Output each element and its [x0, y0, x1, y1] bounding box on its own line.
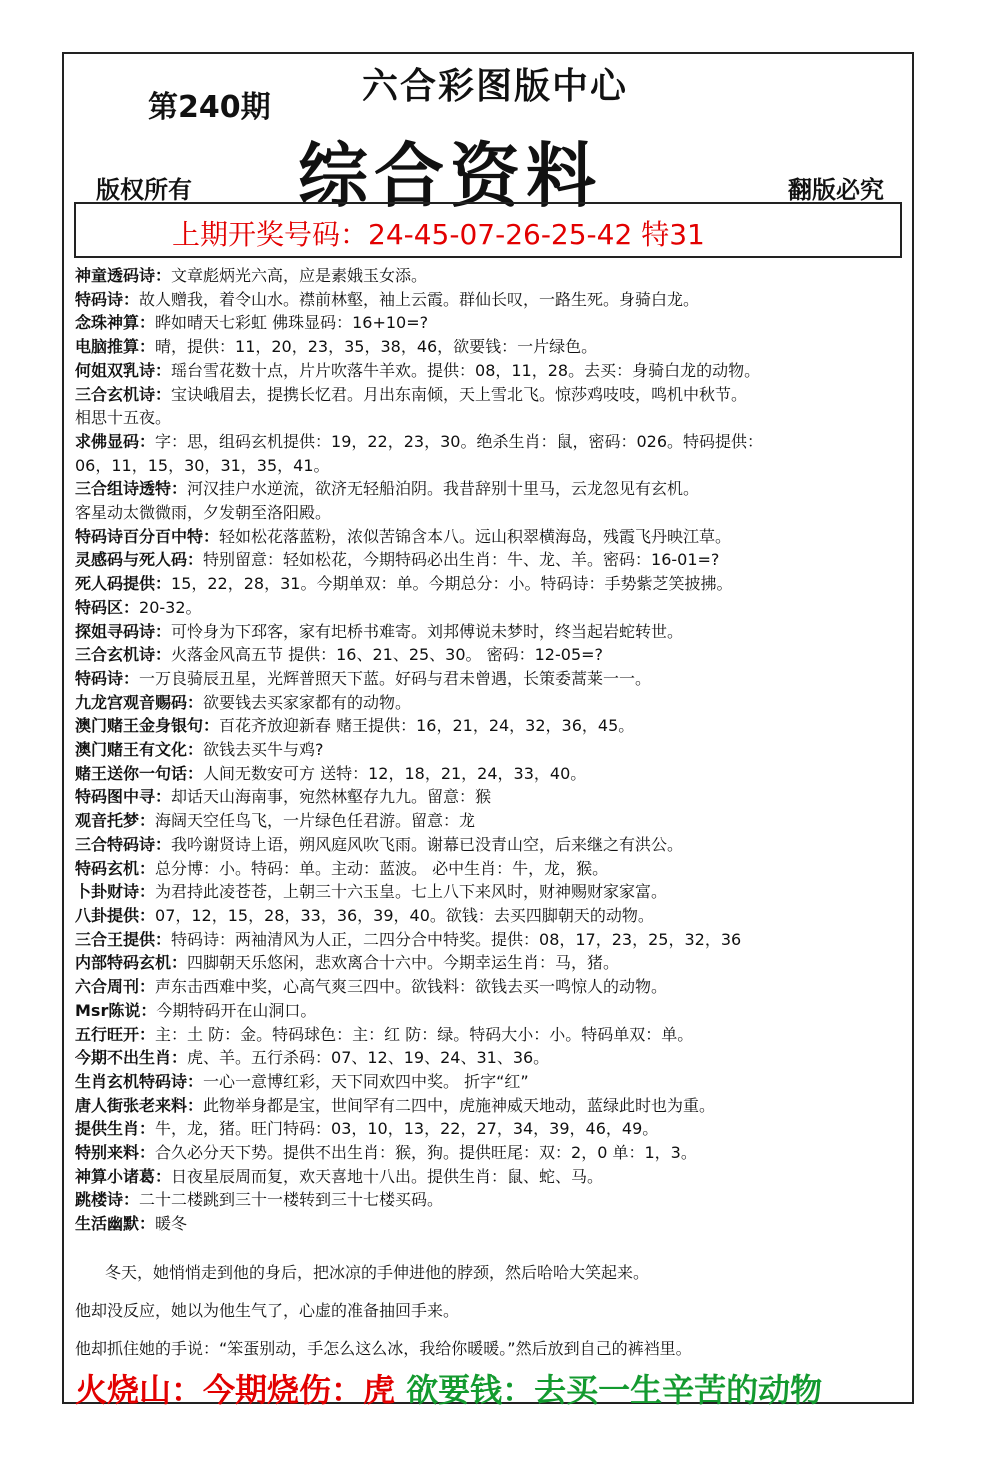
info-line — [75, 1117, 905, 1141]
info-line — [75, 714, 905, 738]
info-line-value: 文章彪炳光六高，应是素娥玉女添。 — [171, 266, 428, 285]
info-line-value: 故人赠我，着令山水。襟前林壑，袖上云霞。群仙长叹，一路生死。身骑白龙。 — [139, 289, 700, 309]
info-line-value: 特码诗：两袖清风为人正，二四分合中特奖。提供：08，17，23，25，32，36 — [171, 929, 742, 949]
info-line-key: 特码区： — [75, 597, 140, 617]
info-line-key: 特码诗： — [75, 289, 140, 309]
info-line — [75, 643, 905, 667]
info-line — [75, 691, 905, 715]
info-line-key: Msr陈说： — [75, 1000, 157, 1020]
info-line — [75, 667, 905, 691]
info-line — [75, 454, 905, 478]
info-line — [75, 833, 905, 857]
info-line-value: 火落金风高五节 提供：16、21、25、30。 密码：12-05=? — [171, 645, 604, 665]
info-line-key: 生活幽默： — [75, 1214, 156, 1234]
info-line — [75, 1165, 905, 1189]
info-line-value: 欲要钱去买家家都有的动物。 — [203, 692, 412, 712]
info-line-key: 卜卦财诗： — [75, 882, 156, 902]
info-line-key: 五行旺开： — [75, 1024, 156, 1044]
last-draw-box — [74, 202, 902, 258]
info-line — [75, 288, 905, 312]
info-line — [75, 1212, 905, 1236]
info-line-key: 三合玄机诗： — [75, 384, 172, 404]
center-title: 六合彩图版中心 — [362, 65, 629, 107]
info-line-key: 三合组诗透特： — [75, 479, 188, 499]
footer-red-text: 火烧山：今期烧伤：虎 — [75, 1371, 396, 1409]
info-line-key: 提供生肖： — [75, 1119, 156, 1139]
info-line-value: 为君持此凌苍苍，上朝三十六玉皇。七上八下来风时，财神赐财家家富。 — [155, 882, 668, 902]
info-line — [75, 762, 905, 786]
info-line-value: 人间无数安可方 送特：12，18，21，24，33，40。 — [203, 763, 587, 783]
info-line-key: 特码诗： — [75, 668, 140, 688]
info-line-key: 神算小诸葛： — [75, 1166, 172, 1186]
info-line — [75, 1070, 905, 1094]
content-lines — [75, 264, 905, 1236]
info-line — [75, 477, 905, 501]
info-line — [75, 809, 905, 833]
info-line-value: 暖冬 — [155, 1214, 188, 1234]
info-line-key: 内部特码玄机： — [75, 953, 188, 973]
footer-banner — [75, 1365, 905, 1411]
info-line-value: 晔如晴天七彩虹 佛珠显码：16+10=? — [155, 313, 429, 333]
info-line — [75, 738, 905, 762]
info-line-key: 澳门赌王有文化： — [75, 740, 204, 760]
story-paragraph: 他却抓住她的手说：“笨蛋别动，手怎么这么冰，我给你暖暖。”然后放到自己的裤裆里。 — [75, 1339, 692, 1358]
info-line — [75, 264, 905, 288]
info-line-value: 瑶台雪花数十点，片片吹落牛羊欢。提供：08，11，28。去买：身骑白龙的动物。 — [171, 360, 761, 380]
info-line-key: 特码玄机： — [75, 858, 156, 878]
info-line-key: 三合玄机诗： — [75, 645, 172, 665]
info-line — [75, 904, 905, 928]
info-line-value: 宝诀峨眉去，提携长忆君。月出东南倾，天上雪北飞。惊莎鸡吱吱，鸣机中秋节。 — [171, 384, 748, 404]
info-line — [75, 880, 905, 904]
info-line — [75, 1094, 905, 1118]
info-line-value: 今期特码开在山洞口。 — [156, 1000, 317, 1020]
info-line-value: 20-32。 — [139, 597, 202, 617]
info-line-value: 可怜身为下邳客，家有圯桥书难寄。刘邦傅说未梦时，终当起岩蛇转世。 — [171, 621, 684, 641]
info-line-value: 轻如松花落蓝粉，浓似苦锦含本八。远山积翠横海岛，残霞飞丹映江草。 — [219, 526, 732, 546]
info-line — [75, 596, 905, 620]
info-line-value: 二十二楼跳到三十一楼转到三十七楼买码。 — [139, 1190, 444, 1210]
info-line-key: 死人码提供： — [75, 574, 172, 594]
big-title: 综合资料 — [298, 134, 602, 217]
info-line-key: 电脑推算： — [75, 337, 156, 357]
info-line-value: 一心一意博红彩，天下同欢四中奖。 折字“红” — [203, 1071, 529, 1091]
info-line-value: 海阔天空任鸟飞，一片绿色任君游。留意：龙 — [155, 811, 476, 831]
last-draw-text: 上期开奖号码：24-45-07-26-25-42 特31 — [172, 218, 705, 251]
info-line-key: 探姐寻码诗： — [75, 621, 172, 641]
info-line-value: 一万良骑辰丑星，光辉普照天下蓝。好码与君未曾遇，长策委蒿莱一一。 — [139, 668, 652, 688]
info-line-key: 求佛显码： — [75, 431, 156, 451]
story-paragraph: 冬天，她悄悄走到他的身后，把冰凉的手伸进他的脖颈，然后哈哈大笑起来。 — [105, 1263, 650, 1282]
info-line-value: 我吟谢贤诗上语，朔风庭风吹飞雨。谢幕已没青山空，后来继之有洪公。 — [171, 834, 684, 854]
info-line — [75, 1188, 905, 1212]
piracy-note: 翻版必究 — [788, 176, 884, 204]
info-line-value: 客星动太微微雨，夕发朝至洛阳殿。 — [75, 503, 332, 523]
info-line-key: 六合周刊： — [75, 977, 156, 997]
info-line-key: 三合特码诗： — [75, 834, 172, 854]
info-line — [75, 785, 905, 809]
info-line-value: 日夜星辰周而复，欢天喜地十八出。提供生肖：鼠、蛇、马。 — [171, 1166, 604, 1186]
info-line-value: 06，11，15，30，31，35，41。 — [75, 455, 330, 475]
info-line — [75, 548, 905, 572]
info-line-value: 15，22，28，31。今期单双：单。今期总分：小。特码诗：手势紫芝笑披拂。 — [171, 574, 733, 594]
info-line-key: 神童透码诗： — [75, 266, 172, 285]
info-line — [75, 999, 905, 1023]
info-line — [75, 928, 905, 952]
info-line-key: 今期不出生肖： — [75, 1048, 188, 1068]
info-line-value: 声东击西难中奖，心高气爽三四中。欲钱料：欲钱去买一鸣惊人的动物。 — [155, 977, 668, 997]
info-line — [75, 501, 905, 525]
info-line — [75, 1141, 905, 1165]
info-line-value: 四脚朝天乐悠闲，悲欢离合十六中。今期幸运生肖：马，猪。 — [187, 953, 620, 973]
info-line — [75, 383, 905, 407]
humor-story — [75, 1254, 905, 1368]
issue-number: 第240期 — [148, 90, 271, 125]
info-line-value: 此物举身都是宝，世间罕有二四中，虎施神威天地动，蓝绿此时也为重。 — [203, 1095, 716, 1115]
info-line-key: 生肖玄机特码诗： — [75, 1071, 204, 1091]
info-line — [75, 406, 905, 430]
info-line-key: 特码图中寻： — [75, 787, 172, 807]
info-line — [75, 525, 905, 549]
info-line — [75, 359, 905, 383]
info-line — [75, 335, 905, 359]
info-line-value: 虎、羊。五行杀码：07、12、19、24、31、36。 — [187, 1048, 550, 1068]
info-line — [75, 975, 905, 999]
info-line-value: 字：思，组码玄机提供：19，22，23，30。绝杀生肖：鼠，密码：026。特码提供： — [155, 431, 763, 451]
info-line — [75, 311, 905, 335]
info-line-key: 跳楼诗： — [75, 1190, 140, 1210]
info-line-key: 八卦提供： — [75, 905, 156, 925]
info-line — [75, 430, 905, 454]
info-line-key: 澳门赌王金身银句： — [75, 716, 220, 736]
info-line — [75, 572, 905, 596]
info-line-value: 特别留意：轻如松花，今期特码必出生肖：牛、龙、羊。密码：16-01=? — [203, 550, 720, 570]
info-line-key: 灵感码与死人码： — [75, 550, 204, 570]
info-line — [75, 1023, 905, 1047]
info-line-value: 07，12，15，28，33，36，39，40。欲钱：去买四脚朝天的动物。 — [155, 905, 654, 925]
info-line-value: 百花齐放迎新春 赌王提供：16，21，24，32，36，45。 — [219, 716, 635, 736]
info-line-value: 欲钱去买牛与鸡? — [203, 740, 324, 760]
info-line-key: 特码诗百分百中特： — [75, 526, 220, 546]
info-line-value: 总分博：小。特码：单。主动：蓝波。 必中生肖：牛，龙，猴。 — [155, 858, 609, 878]
info-line — [75, 620, 905, 644]
footer-green-text: 欲要钱：去买一生辛苦的动物 — [406, 1371, 823, 1409]
copyright-note: 版权所有 — [96, 176, 192, 204]
info-line-key: 念珠神算： — [75, 313, 156, 333]
info-line — [75, 857, 905, 881]
info-line-key: 九龙宫观音赐码： — [75, 692, 204, 712]
story-paragraph: 他却没反应，她以为他生气了，心虚的准备抽回手来。 — [75, 1301, 460, 1320]
info-line-key: 特别来料： — [75, 1143, 156, 1163]
info-line-value: 合久必分天下势。提供不出生肖：猴，狗。提供旺尾：双：2，0 单：1，3。 — [155, 1143, 697, 1163]
info-line-value: 晴，提供：11，20，23，35，38，46，欲要钱：一片绿色。 — [155, 337, 598, 357]
info-line-key: 何姐双乳诗： — [75, 360, 172, 380]
info-line-key: 三合王提供： — [75, 929, 172, 949]
info-line-value: 河汉挂户水逆流，欲济无轻船泊阴。我昔辞别十里马，云龙忽见有玄机。 — [187, 479, 700, 499]
info-line — [75, 951, 905, 975]
info-line-key: 唐人街张老来料： — [75, 1095, 204, 1115]
header — [62, 52, 914, 217]
info-line-value: 相思十五夜。 — [75, 408, 172, 428]
info-line-value: 却话天山海南事，宛然林壑存九九。留意：猴 — [171, 787, 492, 807]
info-line-value: 牛，龙，猪。旺门特码：03，10，13，22，27，34，39，46，49。 — [155, 1119, 659, 1139]
info-line-key: 观音托梦： — [75, 811, 156, 831]
info-line-value: 主：土 防：金。特码球色：主：红 防：绿。特码大小：小。特码单双：单。 — [155, 1024, 694, 1044]
info-line — [75, 1046, 905, 1070]
info-line-key: 赌王送你一句话： — [75, 763, 204, 783]
